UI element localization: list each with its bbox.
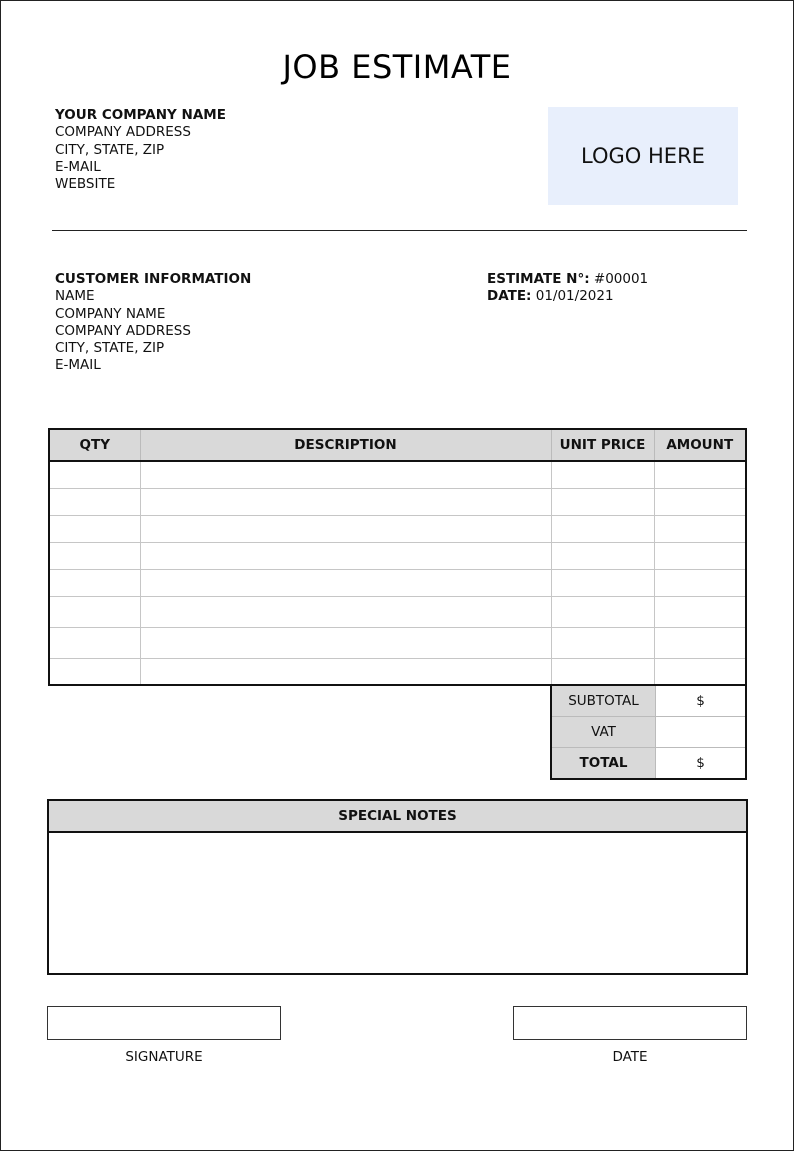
qty-cell[interactable] xyxy=(49,569,140,596)
total-label: TOTAL xyxy=(551,748,656,780)
total-row xyxy=(551,748,746,780)
qty-cell[interactable] xyxy=(49,461,140,488)
description-cell[interactable] xyxy=(140,461,551,488)
company-name: YOUR COMPANY NAME xyxy=(55,107,226,123)
estimate-number-label: ESTIMATE N°: xyxy=(487,271,590,287)
totals-table xyxy=(550,684,747,780)
unit-price-cell[interactable] xyxy=(551,658,654,685)
table-row xyxy=(49,627,746,658)
subtotal-value[interactable]: $ xyxy=(656,685,747,717)
company-website: WEBSITE xyxy=(55,176,116,193)
company-email: E-MAIL xyxy=(55,158,101,175)
company-info xyxy=(55,107,226,193)
logo-placeholder-text: LOGO HERE xyxy=(581,144,705,168)
description-cell[interactable] xyxy=(140,488,551,515)
unit-price-header: UNIT PRICE xyxy=(551,429,654,461)
amount-cell[interactable] xyxy=(654,627,746,658)
unit-price-cell[interactable] xyxy=(551,542,654,569)
customer-company-name: COMPANY NAME xyxy=(55,305,166,322)
signature-label: SIGNATURE xyxy=(125,1049,203,1065)
vat-row xyxy=(551,717,746,748)
customer-address: COMPANY ADDRESS xyxy=(55,322,191,339)
table-row xyxy=(49,488,746,515)
qty-cell[interactable] xyxy=(49,488,140,515)
amount-cell[interactable] xyxy=(654,461,746,488)
special-notes-box xyxy=(47,799,748,975)
estimate-date-row xyxy=(487,288,648,305)
customer-name: NAME xyxy=(55,288,95,305)
unit-price-cell[interactable] xyxy=(551,488,654,515)
qty-header: QTY xyxy=(49,429,140,461)
unit-price-cell[interactable] xyxy=(551,461,654,488)
table-row xyxy=(49,658,746,685)
estimate-number-row xyxy=(487,271,648,288)
qty-cell[interactable] xyxy=(49,515,140,542)
description-cell[interactable] xyxy=(140,569,551,596)
description-cell[interactable] xyxy=(140,596,551,627)
logo-placeholder xyxy=(548,107,738,205)
vat-value[interactable] xyxy=(656,717,747,748)
unit-price-cell[interactable] xyxy=(551,515,654,542)
description-cell[interactable] xyxy=(140,658,551,685)
amount-cell[interactable] xyxy=(654,488,746,515)
vat-label: VAT xyxy=(551,717,656,748)
line-items-table xyxy=(48,428,747,686)
estimate-date-value: 01/01/2021 xyxy=(535,288,614,305)
amount-cell[interactable] xyxy=(654,658,746,685)
unit-price-cell[interactable] xyxy=(551,569,654,596)
signature-box[interactable] xyxy=(47,1006,281,1040)
table-header-row xyxy=(49,429,746,461)
amount-cell[interactable] xyxy=(654,515,746,542)
document-title: JOB ESTIMATE xyxy=(282,48,512,86)
customer-info xyxy=(55,271,251,375)
table-row xyxy=(49,542,746,569)
qty-cell[interactable] xyxy=(49,596,140,627)
estimate-number-value: #00001 xyxy=(593,271,649,287)
subtotal-row xyxy=(551,685,746,717)
total-value[interactable]: $ xyxy=(656,748,747,780)
estimate-info xyxy=(487,271,648,306)
table-row xyxy=(49,515,746,542)
customer-city-state-zip: CITY, STATE, ZIP xyxy=(55,340,165,357)
customer-email: E-MAIL xyxy=(55,357,101,374)
amount-header: AMOUNT xyxy=(654,429,746,461)
description-header: DESCRIPTION xyxy=(140,429,551,461)
table-row xyxy=(49,569,746,596)
qty-cell[interactable] xyxy=(49,627,140,658)
unit-price-cell[interactable] xyxy=(551,596,654,627)
description-cell[interactable] xyxy=(140,515,551,542)
unit-price-cell[interactable] xyxy=(551,627,654,658)
special-notes-area[interactable] xyxy=(49,833,746,971)
description-cell[interactable] xyxy=(140,542,551,569)
company-address: COMPANY ADDRESS xyxy=(55,124,191,141)
qty-cell[interactable] xyxy=(49,542,140,569)
subtotal-label: SUBTOTAL xyxy=(551,685,656,717)
special-notes-heading: SPECIAL NOTES xyxy=(49,801,746,833)
company-city-state-zip: CITY, STATE, ZIP xyxy=(55,141,165,158)
description-cell[interactable] xyxy=(140,627,551,658)
date-box[interactable] xyxy=(513,1006,747,1040)
amount-cell[interactable] xyxy=(654,542,746,569)
qty-cell[interactable] xyxy=(49,658,140,685)
amount-cell[interactable] xyxy=(654,596,746,627)
amount-cell[interactable] xyxy=(654,569,746,596)
table-row xyxy=(49,596,746,627)
table-row xyxy=(49,461,746,488)
date-label: DATE xyxy=(612,1049,648,1065)
customer-heading: CUSTOMER INFORMATION xyxy=(55,271,252,287)
estimate-date-label: DATE: xyxy=(487,288,532,305)
header-divider xyxy=(52,230,747,231)
